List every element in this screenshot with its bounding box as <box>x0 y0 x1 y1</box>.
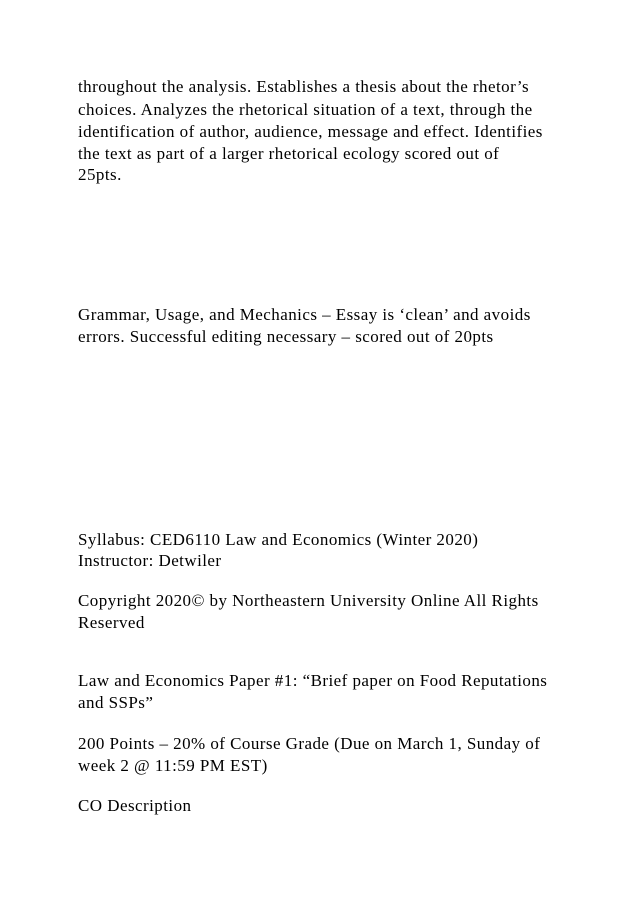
instructor-line: Instructor: Detwiler <box>78 551 222 570</box>
points-line-1: 200 Points – 20% of Course Grade (Due on March 1, Sunday of <box>78 734 541 753</box>
paragraph-1-line-5: 25pts. <box>78 165 122 184</box>
paragraph-1-line-3: identification of author, audience, message and effect. Identifies <box>78 122 543 141</box>
syllabus-line: Syllabus: CED6110 Law and Economics (Winter 2020) <box>78 530 479 549</box>
paragraph-1-line-1: throughout the analysis. Establishes a thesis about the rhetor’s <box>78 77 530 96</box>
paragraph-2-line-2: errors. Successful editing necessary – scored out of 20pts <box>78 327 494 346</box>
copyright-line-1: Copyright 2020© by Northeastern University Online All Rights <box>78 591 539 610</box>
paragraph-1-line-4: the text as part of a larger rhetorical ecology scored out of <box>78 144 500 163</box>
paper-title-line-2: and SSPs” <box>78 693 154 712</box>
paper-title-line-1: Law and Economics Paper #1: “Brief paper on Food Reputations <box>78 671 548 690</box>
co-description-heading: CO Description <box>78 796 192 815</box>
copyright-line-2: Reserved <box>78 613 145 632</box>
points-line-2: week 2 @ 11:59 PM EST) <box>78 756 268 775</box>
paragraph-1-line-2: choices. Analyzes the rhetorical situation of a text, through the <box>78 100 533 119</box>
paragraph-2-line-1: Grammar, Usage, and Mechanics – Essay is ‘clean’ and avoids <box>78 305 531 324</box>
